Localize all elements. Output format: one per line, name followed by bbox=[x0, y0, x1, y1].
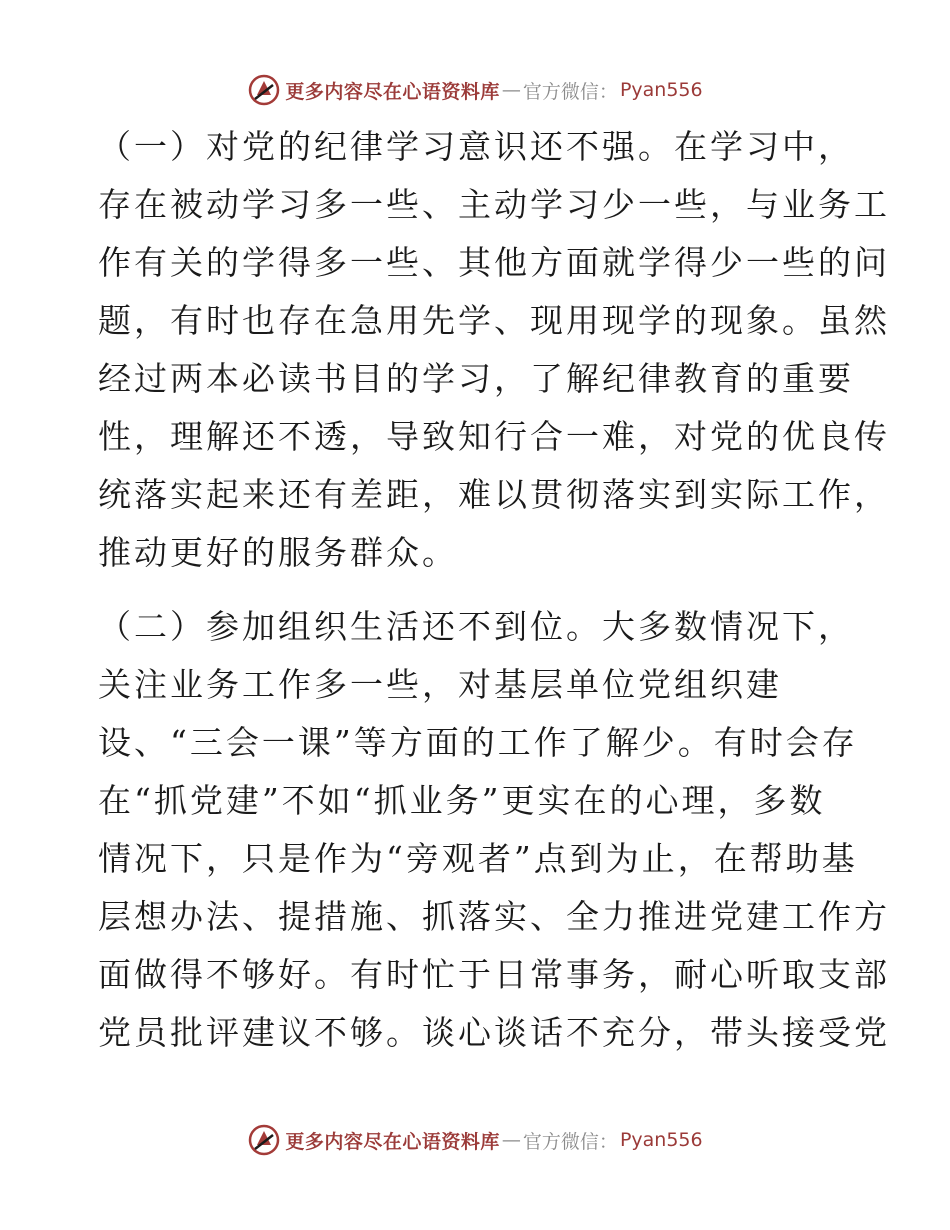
banner-title: 更多内容尽在心语资料库 bbox=[285, 1130, 500, 1153]
text-line: 统落实起来还有差距，难以贯彻落实到实际工作， bbox=[98, 475, 890, 514]
banner-official-label: 官方微信： bbox=[522, 80, 618, 103]
brand-logo-icon bbox=[247, 73, 281, 107]
text-line: 在“抓党建”不如“抓业务”更实在的心理，多数 bbox=[98, 781, 826, 820]
text-line: （二）参加组织生活还不到位。大多数情况下， bbox=[98, 607, 854, 646]
text-line: 党员批评建议不够。谈心谈话不充分，带头接受党 bbox=[98, 1013, 890, 1052]
text-line: 关注业务工作多一些，对基层单位党组织建 bbox=[98, 665, 782, 704]
text-line: （一）对党的纪律学习意识还不强。在学习中， bbox=[98, 127, 854, 166]
paragraph-2 bbox=[98, 598, 890, 1062]
text-line: 经过两本必读书目的学习，了解纪律教育的重要 bbox=[98, 359, 854, 398]
document-body bbox=[98, 118, 890, 1062]
banner-dash: — bbox=[501, 1129, 521, 1151]
banner-official-label: 官方微信： bbox=[522, 1130, 618, 1153]
text-line: 设、“三会一课”等方面的工作了解少。有时会存 bbox=[98, 723, 858, 762]
text-line: 存在被动学习多一些、主动学习少一些，与业务工 bbox=[98, 185, 890, 224]
paragraph-1 bbox=[98, 118, 890, 582]
banner-wechat-id: Pyan556 bbox=[619, 79, 703, 101]
header-banner bbox=[0, 70, 950, 110]
text-line: 作有关的学得多一些、其他方面就学得少一些的问 bbox=[98, 243, 890, 282]
text-line: 推动更好的服务群众。 bbox=[98, 533, 458, 572]
text-line: 情况下，只是作为“旁观者”点到为止，在帮助基 bbox=[98, 839, 858, 878]
brand-logo-icon bbox=[247, 1123, 281, 1157]
text-line: 题，有时也存在急用先学、现用现学的现象。虽然 bbox=[98, 301, 890, 340]
banner-dash: — bbox=[501, 79, 521, 101]
banner-title: 更多内容尽在心语资料库 bbox=[285, 80, 500, 103]
footer-banner bbox=[0, 1120, 950, 1160]
banner-wechat-id: Pyan556 bbox=[619, 1129, 703, 1151]
text-line: 面做得不够好。有时忙于日常事务，耐心听取支部 bbox=[98, 955, 890, 994]
text-line: 性，理解还不透，导致知行合一难，对党的优良传 bbox=[98, 417, 890, 456]
text-line: 层想办法、提措施、抓落实、全力推进党建工作方 bbox=[98, 897, 890, 936]
